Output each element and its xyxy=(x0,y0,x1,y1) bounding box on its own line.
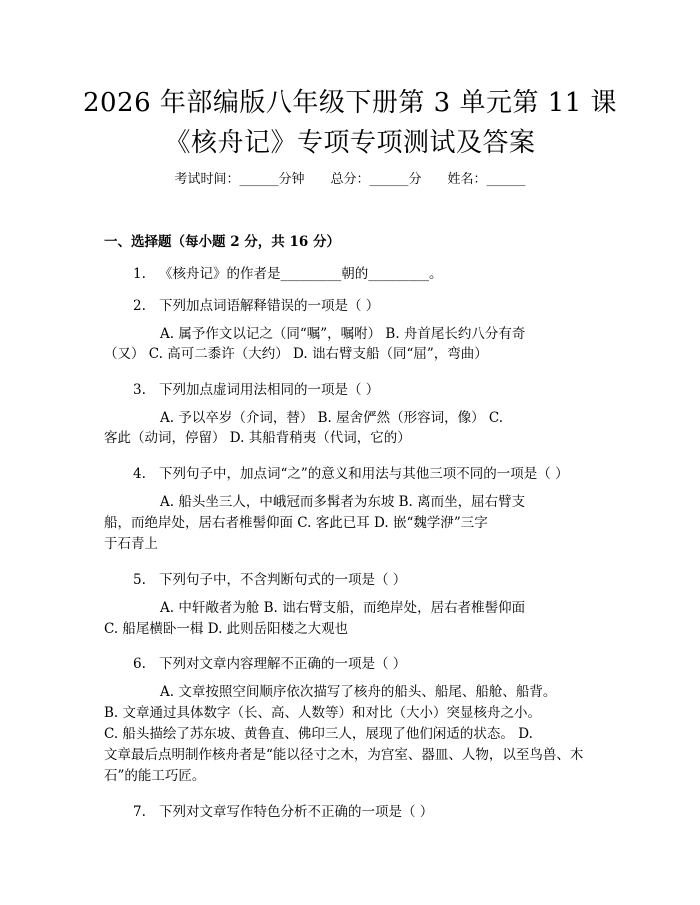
question-6 xyxy=(133,652,406,672)
question-number: 6. xyxy=(133,656,146,672)
question-7 xyxy=(133,800,433,820)
question-number: 3. xyxy=(133,382,146,398)
document-title-line-1: 2026 年部编版八年级下册第 3 单元第 11 课 xyxy=(82,88,618,118)
question-5 xyxy=(133,568,406,588)
question-number: 1. xyxy=(133,266,146,282)
question-4 xyxy=(133,462,569,482)
question-5-options-line-1: A. 中轩敞者为舱 B. 诎右臂支船，而绝岸处，居右者椎髻仰面 xyxy=(160,600,526,616)
question-text: 下列句子中，加点词“之”的意义和用法与其他三项不同的一项是（ ） xyxy=(159,466,569,482)
question-6-options-line-3: C. 船头描绘了苏东坡、黄鲁直、佛印三人，展现了他们闲适的状态。 D. xyxy=(104,726,533,742)
question-3-options-line-2: 客此（动词，停留） D. 其船背稍夷（代词，它的） xyxy=(104,430,411,446)
question-text: 《核舟记》的作者是_________朝的_________。 xyxy=(159,266,443,282)
exam-meta xyxy=(0,168,700,187)
question-6-options-line-5: 石”的能工巧匠。 xyxy=(104,768,206,784)
exam-total-score: 总分：______分 xyxy=(330,172,422,187)
document-title-line-2: 《核舟记》专项专项测试及答案 xyxy=(164,128,536,158)
question-6-options-line-2: B. 文章通过具体数字（长、高、人数等）和对比（大小）突显核舟之小。 xyxy=(104,705,542,721)
question-text: 下列对文章内容理解不正确的一项是（ ） xyxy=(159,656,407,672)
question-2 xyxy=(133,294,379,314)
exam-student-name: 姓名：______ xyxy=(447,172,526,187)
question-text: 下列对文章写作特色分析不正确的一项是（ ） xyxy=(159,804,434,820)
section-heading: 一、选择题（每小题 2 分，共 16 分） xyxy=(104,234,340,250)
question-4-options-line-1: A. 船头坐三人，中峨冠而多髯者为东坡 B. 离而坐，屈右臂支 xyxy=(160,494,526,510)
exam-time: 考试时间：______分钟 xyxy=(174,172,305,187)
question-4-options-line-3: 于石青上 xyxy=(104,536,158,552)
question-6-options-line-1: A. 文章按照空间顺序依次描写了核舟的船头、船尾、船舱、船背。 xyxy=(160,684,557,700)
question-3-options-line-1: A. 予以卒岁（介词，替） B. 屋舍俨然（形容词，像） C. xyxy=(160,410,504,426)
question-2-options-line-1: A. 属予作文以记之（同“嘱”，嘱咐） B. 舟首尾长约八分有奇 xyxy=(160,326,526,342)
question-4-options-line-2: 船，而绝岸处，居右者椎髻仰面 C. 客此已耳 D. 嵌“魏学洢”三字 xyxy=(104,515,488,531)
question-text: 下列加点词语解释错误的一项是（ ） xyxy=(159,298,380,314)
question-2-options-line-2: （又） C. 高可二黍许（大约） D. 诎右臂支船（同“屈”，弯曲） xyxy=(104,346,488,362)
question-number: 7. xyxy=(133,804,146,820)
question-number: 5. xyxy=(133,572,146,588)
question-3 xyxy=(133,378,379,398)
question-text: 下列加点虚词用法相同的一项是（ ） xyxy=(159,382,380,398)
question-number: 4. xyxy=(133,466,146,482)
question-5-options-line-2: C. 船尾横卧一楫 D. 此则岳阳楼之大观也 xyxy=(104,621,349,637)
question-number: 2. xyxy=(133,298,146,314)
question-1 xyxy=(133,262,443,282)
question-text: 下列句子中，不含判断句式的一项是（ ） xyxy=(159,572,407,588)
question-6-options-line-4: 文章最后点明制作核舟者是“能以径寸之木，为宫室、器皿、人物，以至鸟兽、木 xyxy=(104,747,584,763)
